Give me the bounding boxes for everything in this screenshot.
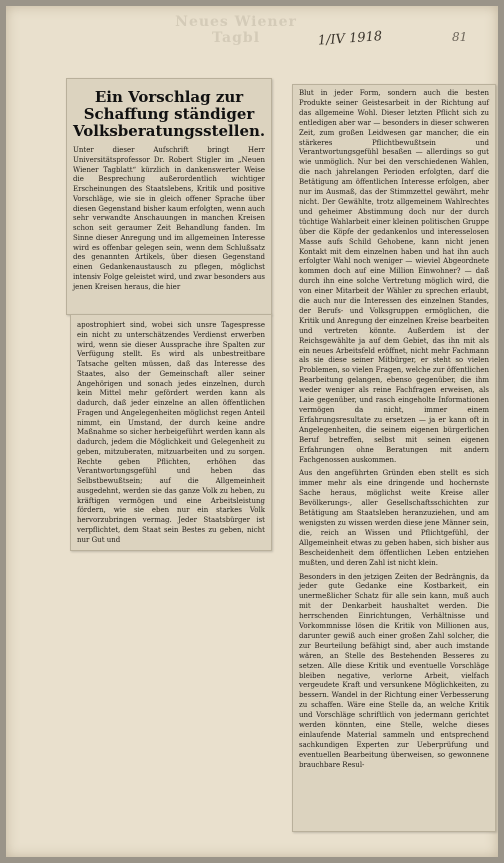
clipping-left-top — [66, 78, 272, 315]
handwritten-date: 1/IV 1918 — [317, 29, 383, 49]
article-headline: Ein Vorschlag zur Schaffung ständiger Volksberatungsstellen. — [73, 88, 266, 140]
clipping-right-column — [292, 84, 496, 832]
right-column-paragraph-2: Aus den angeführten Gründen eben stellt es sich immer mehr als eine dringende und hochernste Sache heraus, möglichst weite Kreise aller Bevölkerungs-, aller Gesellschaftsschichten zur Betätigung am Staatsleben heranzuziehen, und am wenigsten zu wissen werden diese jene Männer sein, die, reich an Wissen und Pflichtgefühl, der Allgemeinheit etwas zu geben haben, sich bisher aus Bescheidenheit dem öffentlichen Leben entziehen mußten, und deren Zahl ist nicht klein. — [299, 469, 489, 567]
article-continuation: apostrophiert sind, wobei sich unsre Tagespresse ein nicht zu unterschätzendes Verdienst erwerben wird, wenn sie dieser Aussprache ihre Spalten zur Verfügung stellt. Es wird als unbestreitbare Tatsache gelten müssen, daß das Interesse des Staates, also der Gemeinschaft aller seiner Angehörigen und sonach jedes einzelnen, durch kein Mittel mehr gefördert werden kann als dadurch, daß jeder einzelne an allen öffentlichen Fragen und Angelegenheiten möglichst regen Anteil nimmt, ein Umstand, der durch keine andre Maßnahme so sicher herbeigeführt werden kann als dadurch, jedem die Möglichkeit und Gelegenheit zu geben, mitzuberaten, mitzuarbeiten und zu sorgen. Rechte geben Pflichten, erhöhen das Verantwortungsgefühl und heben das Selbstbewußtsein; auf die Allgemeinheit ausgedehnt, werden sie das ganze Volk zu heben, zu kräftigen vermögen und eine Arbeitsleistung fördern, wie sie eben nur ein starkes Volk hervorzubringen vermag. Jeder Staatsbürger ist verpflichtet, dem Staat sein Bestes zu geben, nicht nur Gut und — [77, 321, 265, 544]
clipping-left-bottom — [70, 314, 272, 551]
article-intro: Unter dieser Aufschrift bringt Herr Universitätsprofessor Dr. Robert Stigler im „Neuen Wiener Tagblatt“ kürzlich in dankenswerter Weise die Besprechung außerordentlich wichtiger Erscheinungen des Staatslebens, Kritik und positive Vorschläge, wie sie in gleich offener Sprache über diesen Gegenstand bisher kaum erfolgten, wenn auch sehr verwandte Anschauungen in manchen Kreisen schon seit geraumer Zeit Behandlung fanden. Im Sinne dieser Anregung und im allgemeinen Interesse wird es offenbar gelegen sein, wenn dem Schlußsatz des genannten Artikels, über diesen Gegenstand einen Gedankenaustausch zu pflegen, möglichst intensiv Folge geleistet wird, und zwar besonders aus jenen Kreisen heraus, die hier — [73, 146, 265, 291]
right-column-paragraph-3: Besonders in den jetzigen Zeiten der Bedrängnis, da jeder gute Gedanke eine Kostbarkeit, ein unermeßlicher Schatz für alle sein kann, muß auch mit der Denkarbeit haushaltet werden. Die herrschenden Einrichtungen, Verhältnisse und Vorkommnisse lösen die Kritik von Millionen aus, darunter gewiß auch einer großen Zahl solcher, die zur Beurteilung befähigt sind, aber auch imstande wären, an Stelle des Bestehenden Besseres zu setzen. Alle diese Kritik und eventuelle Vorschläge bleiben negative, verlorne Arbeit, vielfach vergeudete Kraft und versunkene Möglichkeiten, zu bessern. Wandel in der Richtung einer Verbesserung zu schaffen. Wäre eine Stelle da, an welche Kritik und Vorschläge schriftlich von jedermann gerichtet werden könnten, eine Stelle, welche dieses einlaufende Material sammeln und entsprechend sachkundigen Experten zur Ueberprüfung und eventuellen Bearbeitung überweisen, so gewonnene brauchbare Resul- — [299, 572, 489, 769]
masthead-watermark: Neues Wiener Tagbl — [175, 14, 297, 46]
right-column-paragraph-1: Blut in jeder Form, sondern auch die besten Produkte seiner Geistesarbeit in der Richtung auf das allgemeine Wohl. Dieser letzten Pflicht sich zu entledigen aber war — besonders in dieser schweren Zeit, zum großen Leidwesen gar mancher, die ein stärkeres Pflichtbewußtsein und Verantwortungsgefühl besaßen — allerdings so gut wie unmöglich. Nur bei den verschiedenen Wahlen, die nach jahrelangen Perioden erfolgten, darf die Betätigung am öffentlichen Interesse erfolgen, aber nur im Ausmaß, das der Stimmzettel gewährt, mehr nicht. Der Gewählte, trotz allgemeinem Wahlrechtes und geheimer Abstimmung doch nur der durch tüchtige Wahlarbeit einer kleinen politischen Gruppe über die Köpfe der gedankenlos und interesselosen Masse aufs Schild Gehobene, kann nicht jenen Kontakt mit dem einzelnen haben und hat ihn auch erfolgter Wahl noch weniger — wieviel Abgeordnete kommen doch auf eine Million Einwohner? — daß durch ihn eine solche Vertretung möglich wird, die von einer Mitarbeit der Wähler zu sprechen erlaubt, die auch nur die Interessen des einzelnen Standes, der Berufs- und Volksgruppen ermöglichen, die Kritik und Anregung der einzelnen Kreise bearbeiten und vertreten könnte. Außerdem ist der Reichsgewählte ja auf dem Gebiet, das ihn mit als ein neues Arbeitsfeld eröffnet, nicht mehr Fachmann als sie diese seiner Mitbürger, er steht so vielen Problemen, so vielen Fragen, welche zur öffentlichen Bearbeitung gelangen, ebenso gegenüber, die ihm weder weniger als reine Fachfragen erweisen, als Laie gegenüber, und rasch eingeholte Informationen vermögen da nicht, immer einem Erfahrungsresultate zu ersetzen — ja er kann oft in Angelegenheiten, die seinem eigenen bürgerlichen Beruf betreffen, selbst mit seinen eigenen Erfahrungen ohne Beratungen mit andern Fachgenossen auskommen. — [299, 89, 489, 464]
page-number: 81 — [452, 30, 468, 44]
archive-sheet — [6, 6, 498, 857]
